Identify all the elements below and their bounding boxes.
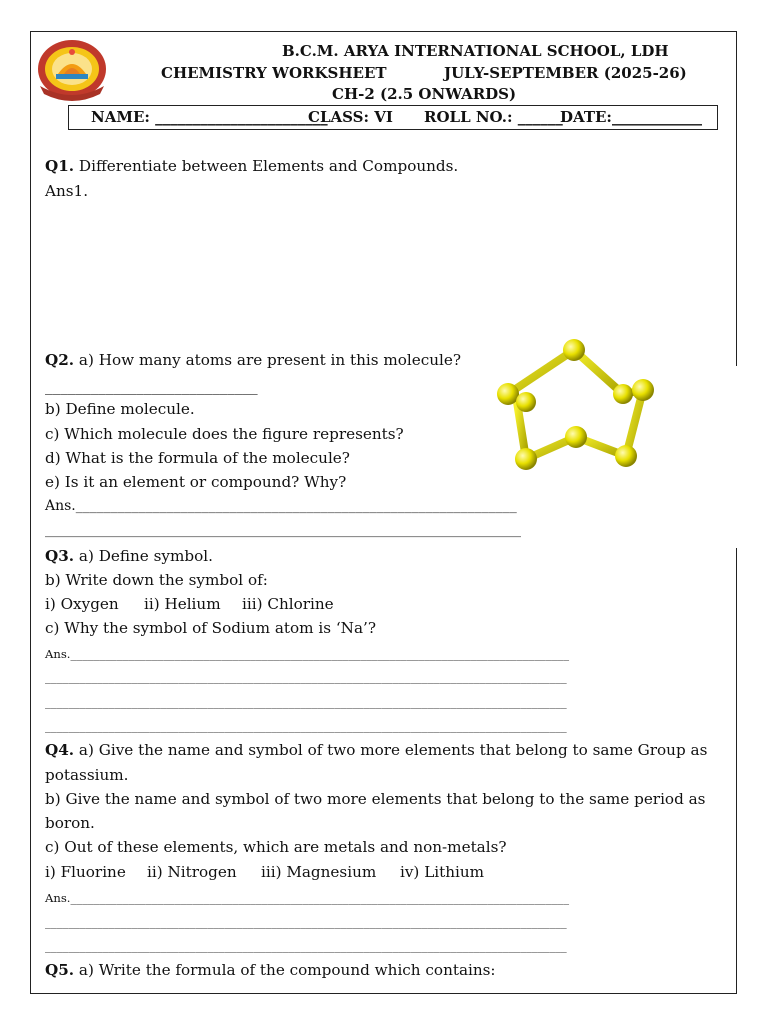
term: JULY-SEPTEMBER (2025-26): [444, 64, 687, 82]
q4-part-b: b) Give the name and symbol of two more elements that belong to the same period as: [45, 790, 706, 808]
q2-part-d: d) What is the formula of the molecule?: [45, 449, 350, 467]
q4-part-b-cont: boron.: [45, 814, 95, 832]
q4-part-a-cont: potassium.: [45, 766, 129, 784]
worksheet-title: CHEMISTRY WORKSHEET: [161, 64, 387, 82]
q2-part-e: e) Is it an element or compound? Why?: [45, 473, 347, 491]
q2-answer-line-1[interactable]: Ans._______________________________________________________________: [45, 498, 517, 514]
roll-field[interactable]: ROLL NO.: ______: [424, 108, 563, 126]
q1-number: Q1.: [45, 157, 75, 175]
name-field[interactable]: NAME: _______________________: [91, 108, 328, 126]
q2-part-a: [45, 351, 461, 369]
q3-option-chlorine: iii) Chlorine: [242, 595, 334, 613]
q4-answer-line-3[interactable]: __________________________________________________________________________________________: [45, 939, 567, 953]
q5-a-text: a) Write the formula of the compound which contains:: [74, 961, 496, 979]
date-field[interactable]: DATE:____________: [560, 108, 702, 126]
q3-option-helium: ii) Helium: [144, 595, 221, 613]
chapter: CH-2 (2.5 ONWARDS): [332, 85, 517, 103]
q5-number: Q5.: [45, 961, 75, 979]
student-info-box: [68, 105, 718, 130]
sulfur-ring-molecule-icon: [490, 332, 658, 478]
q2-part-b: b) Define molecule.: [45, 400, 195, 418]
q3-part-c: c) Why the symbol of Sodium atom is ‘Na’?: [45, 619, 376, 637]
q3-option-oxygen: i) Oxygen: [45, 595, 119, 613]
q3-number: Q3.: [45, 547, 75, 565]
q4-a-text: a) Give the name and symbol of two more elements that belong to same Group as: [74, 741, 708, 759]
q4-part-a: [45, 741, 707, 759]
school-logo: [34, 38, 110, 104]
q2-a-blank[interactable]: ____________________________: [45, 377, 258, 395]
q4-option-nitrogen: ii) Nitrogen: [147, 863, 237, 881]
q4-option-lithium: iv) Lithium: [400, 863, 485, 881]
q1-text: Differentiate between Elements and Compounds.: [74, 157, 459, 175]
q2-number: Q2.: [45, 351, 75, 369]
q4-number: Q4.: [45, 741, 75, 759]
q3-answer-line-4[interactable]: __________________________________________________________________________________________: [45, 719, 567, 733]
q2-part-c: c) Which molecule does the figure represents?: [45, 425, 404, 443]
q3-part-a: [45, 547, 213, 565]
q4-option-fluorine: i) Fluorine: [45, 863, 126, 881]
q1-answer-label: Ans1.: [45, 182, 89, 200]
q4-option-magnesium: iii) Magnesium: [261, 863, 377, 881]
q5-part-a: [45, 961, 496, 979]
q2-answer-line-2[interactable]: ____________________________________________________________________: [45, 522, 521, 538]
q3-answer-line-1[interactable]: Ans.______________________________________________________________________________________: [45, 647, 570, 661]
q4-answer-line-2[interactable]: __________________________________________________________________________________________: [45, 915, 567, 929]
q4-answer-line-1[interactable]: Ans.______________________________________________________________________________________: [45, 891, 570, 905]
q3-part-b: b) Write down the symbol of:: [45, 571, 268, 589]
q4-part-c: c) Out of these elements, which are metals and non-metals?: [45, 838, 507, 856]
class-field: CLASS: VI: [308, 108, 393, 126]
q3-answer-line-2[interactable]: __________________________________________________________________________________________: [45, 670, 567, 684]
school-name: B.C.M. ARYA INTERNATIONAL SCHOOL, LDH: [282, 42, 669, 60]
q3-answer-line-3[interactable]: __________________________________________________________________________________________: [45, 695, 567, 709]
q1-question: [45, 157, 458, 175]
border-gap: [734, 366, 742, 548]
q3-a-text: a) Define symbol.: [74, 547, 213, 565]
q2-a-text: a) How many atoms are present in this molecule?: [74, 351, 462, 369]
